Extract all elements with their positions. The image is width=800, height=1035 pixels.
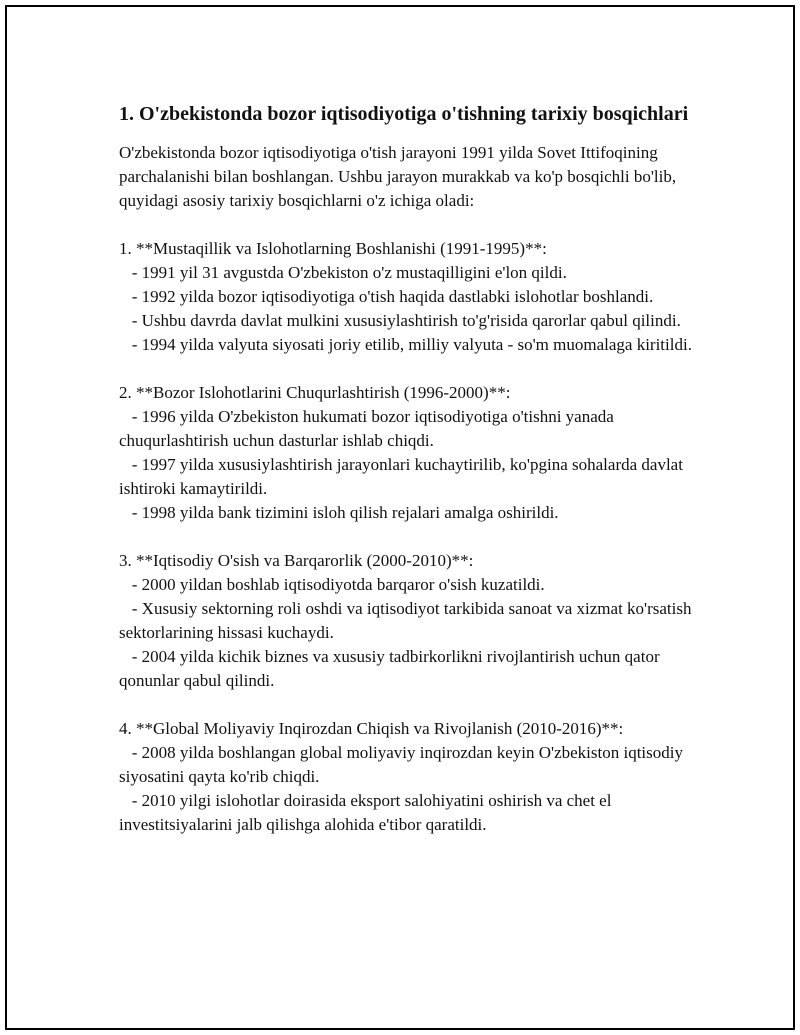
document-content [119, 100, 699, 837]
list-item: - Ushbu davrda davlat mulkini xususiylashtirish to'g'risida qarorlar qabul qilindi. [119, 311, 681, 330]
list-item: - Xususiy sektorning roli oshdi va iqtisodiyot tarkibida sanoat va xizmat ko'rsatish sektorlarining hissasi kuchaydi. [119, 599, 696, 642]
list-item: - 1991 yil 31 avgustda O'zbekiston o'z mustaqilligini e'lon qildi. [119, 263, 567, 282]
list-item: - 2004 yilda kichik biznes va xususiy tadbirkorlikni rivojlantirish uchun qator qonunlar qabul qilindi. [119, 647, 664, 690]
list-item: - 1996 yilda O'zbekiston hukumati bozor iqtisodiyotiga o'tishni yanada chuqurlashtirish uchun dasturlar ishlab chiqdi. [119, 407, 619, 450]
section-heading: 3. **Iqtisodiy O'sish va Barqarorlik (2000-2010)**: [119, 551, 474, 570]
list-item: - 2008 yilda boshlangan global moliyaviy inqirozdan keyin O'zbekiston iqtisodiy siyosatini qayta ko'rib chiqdi. [119, 743, 688, 786]
list-item: - 1997 yilda xususiylashtirish jarayonlari kuchaytirilib, ko'pgina sohalarda davlat ishtiroki kamaytirildi. [119, 455, 688, 498]
section-heading: 2. **Bozor Islohotlarini Chuqurlashtirish (1996-2000)**: [119, 383, 511, 402]
intro-paragraph: O'zbekistonda bozor iqtisodiyotiga o'tish jarayoni 1991 yilda Sovet Ittifoqining parchalanishi bilan boshlangan. Ushbu jarayon murakkab va ko'p bosqichli bo'lib, quyidagi asosiy tarixiy bosqichlarni o'z ichiga oladi: [119, 143, 681, 210]
list-item: - 1998 yilda bank tizimini isloh qilish rejalari amalga oshirildi. [119, 503, 559, 522]
list-item: - 2000 yildan boshlab iqtisodiyotda barqaror o'sish kuzatildi. [119, 575, 545, 594]
document-title: 1. O'zbekistonda bozor iqtisodiyotiga o'tishning tarixiy bosqichlari [119, 103, 689, 125]
document-body [119, 141, 699, 837]
list-item: - 1994 yilda valyuta siyosati joriy etilib, milliy valyuta - so'm muomalaga kiritildi. [119, 335, 692, 354]
page-frame [5, 5, 795, 1030]
list-item: - 2010 yilgi islohotlar doirasida eksport salohiyatini oshirish va chet el investitsiyalarini jalb qilishga alohida e'tibor qaratildi. [119, 791, 616, 834]
section-heading: 1. **Mustaqillik va Islohotlarning Boshlanishi (1991-1995)**: [119, 239, 547, 258]
list-item: - 1992 yilda bozor iqtisodiyotiga o'tish haqida dastlabki islohotlar boshlandi. [119, 287, 654, 306]
section-heading: 4. **Global Moliyaviy Inqirozdan Chiqish va Rivojlanish (2010-2016)**: [119, 719, 624, 738]
